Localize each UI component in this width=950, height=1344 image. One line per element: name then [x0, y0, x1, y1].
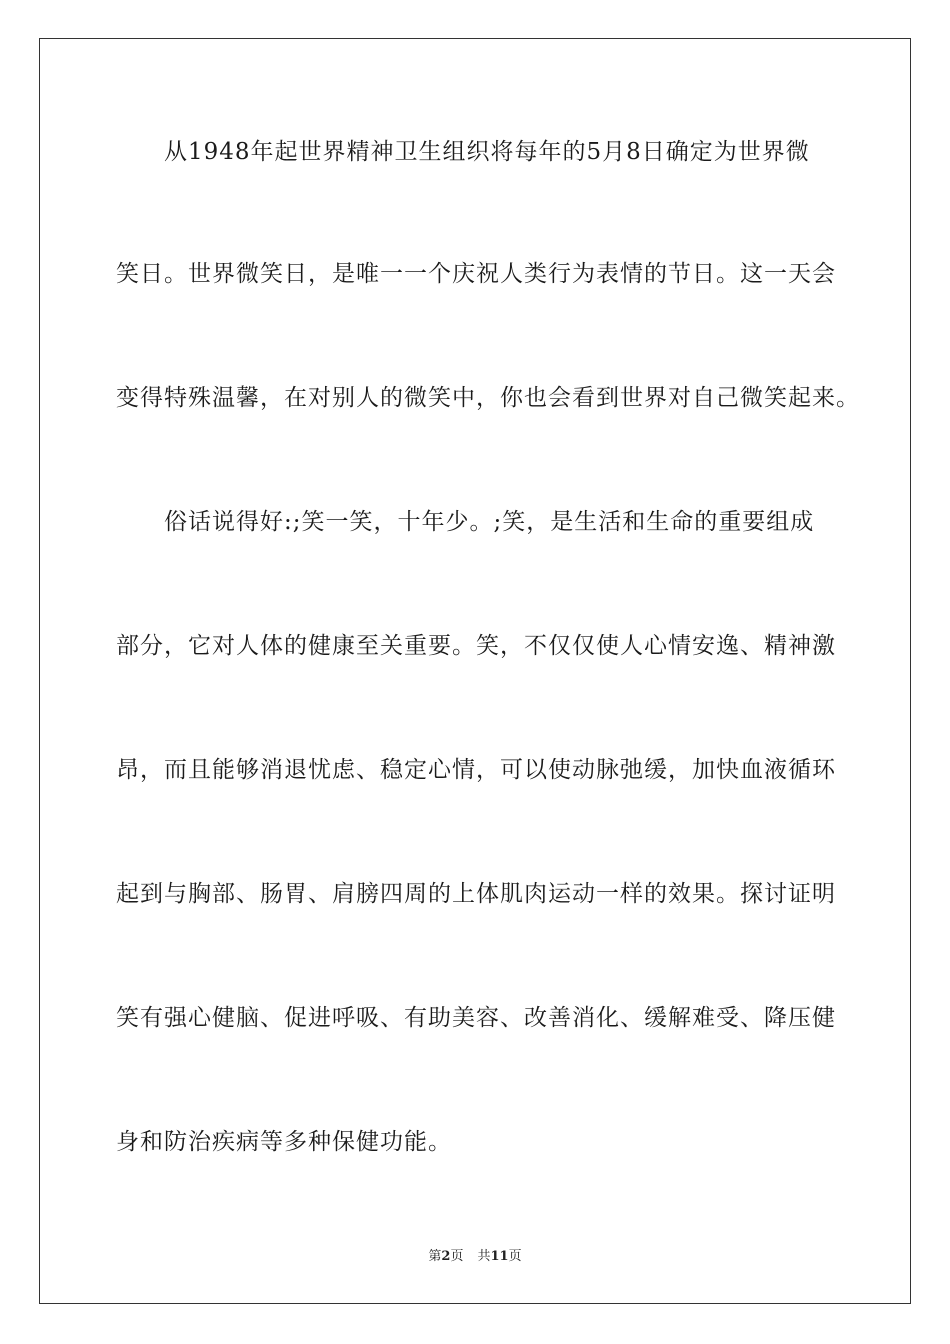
paragraph-2-line-5: 笑有强心健脑、促进呼吸、有助美容、改善消化、缓解难受、降压健 [116, 1005, 836, 1031]
paragraph-1-line-1: 从1948年起世界精神卫生组织将每年的5月8日确定为世界微 [164, 139, 810, 165]
paragraph-2-line-2: 部分，它对人体的健康至关重要。笑，不仅仅使人心情安逸、精神激 [116, 633, 836, 659]
paragraph-2-line-1: 俗话说得好:;笑一笑，十年少。;笑，是生活和生命的重要组成 [164, 509, 815, 535]
paragraph-2-line-6: 身和防治疾病等多种保健功能。 [116, 1129, 452, 1155]
page-footer [0, 1248, 950, 1266]
page-frame [39, 38, 911, 1304]
paragraph-2-line-4: 起到与胸部、肠胃、肩膀四周的上体肌肉运动一样的效果。探讨证明 [116, 881, 836, 907]
total-pages-prefix: 共 [477, 1249, 491, 1264]
page-number: 2 [441, 1249, 451, 1264]
paragraph-1-line-2: 笑日。世界微笑日，是唯一一个庆祝人类行为表情的节日。这一天会 [116, 261, 836, 287]
page-number-prefix: 第 [428, 1249, 442, 1264]
page-number-suffix: 页 [450, 1249, 464, 1264]
paragraph-1-line-3: 变得特殊温馨，在对别人的微笑中，你也会看到世界对自己微笑起来。 [116, 385, 860, 411]
paragraph-2-line-3: 昂，而且能够消退忧虑、稳定心情，可以使动脉弛缓，加快血液循环 [116, 757, 836, 783]
total-pages-suffix: 页 [508, 1249, 522, 1264]
total-pages: 11 [490, 1249, 509, 1264]
